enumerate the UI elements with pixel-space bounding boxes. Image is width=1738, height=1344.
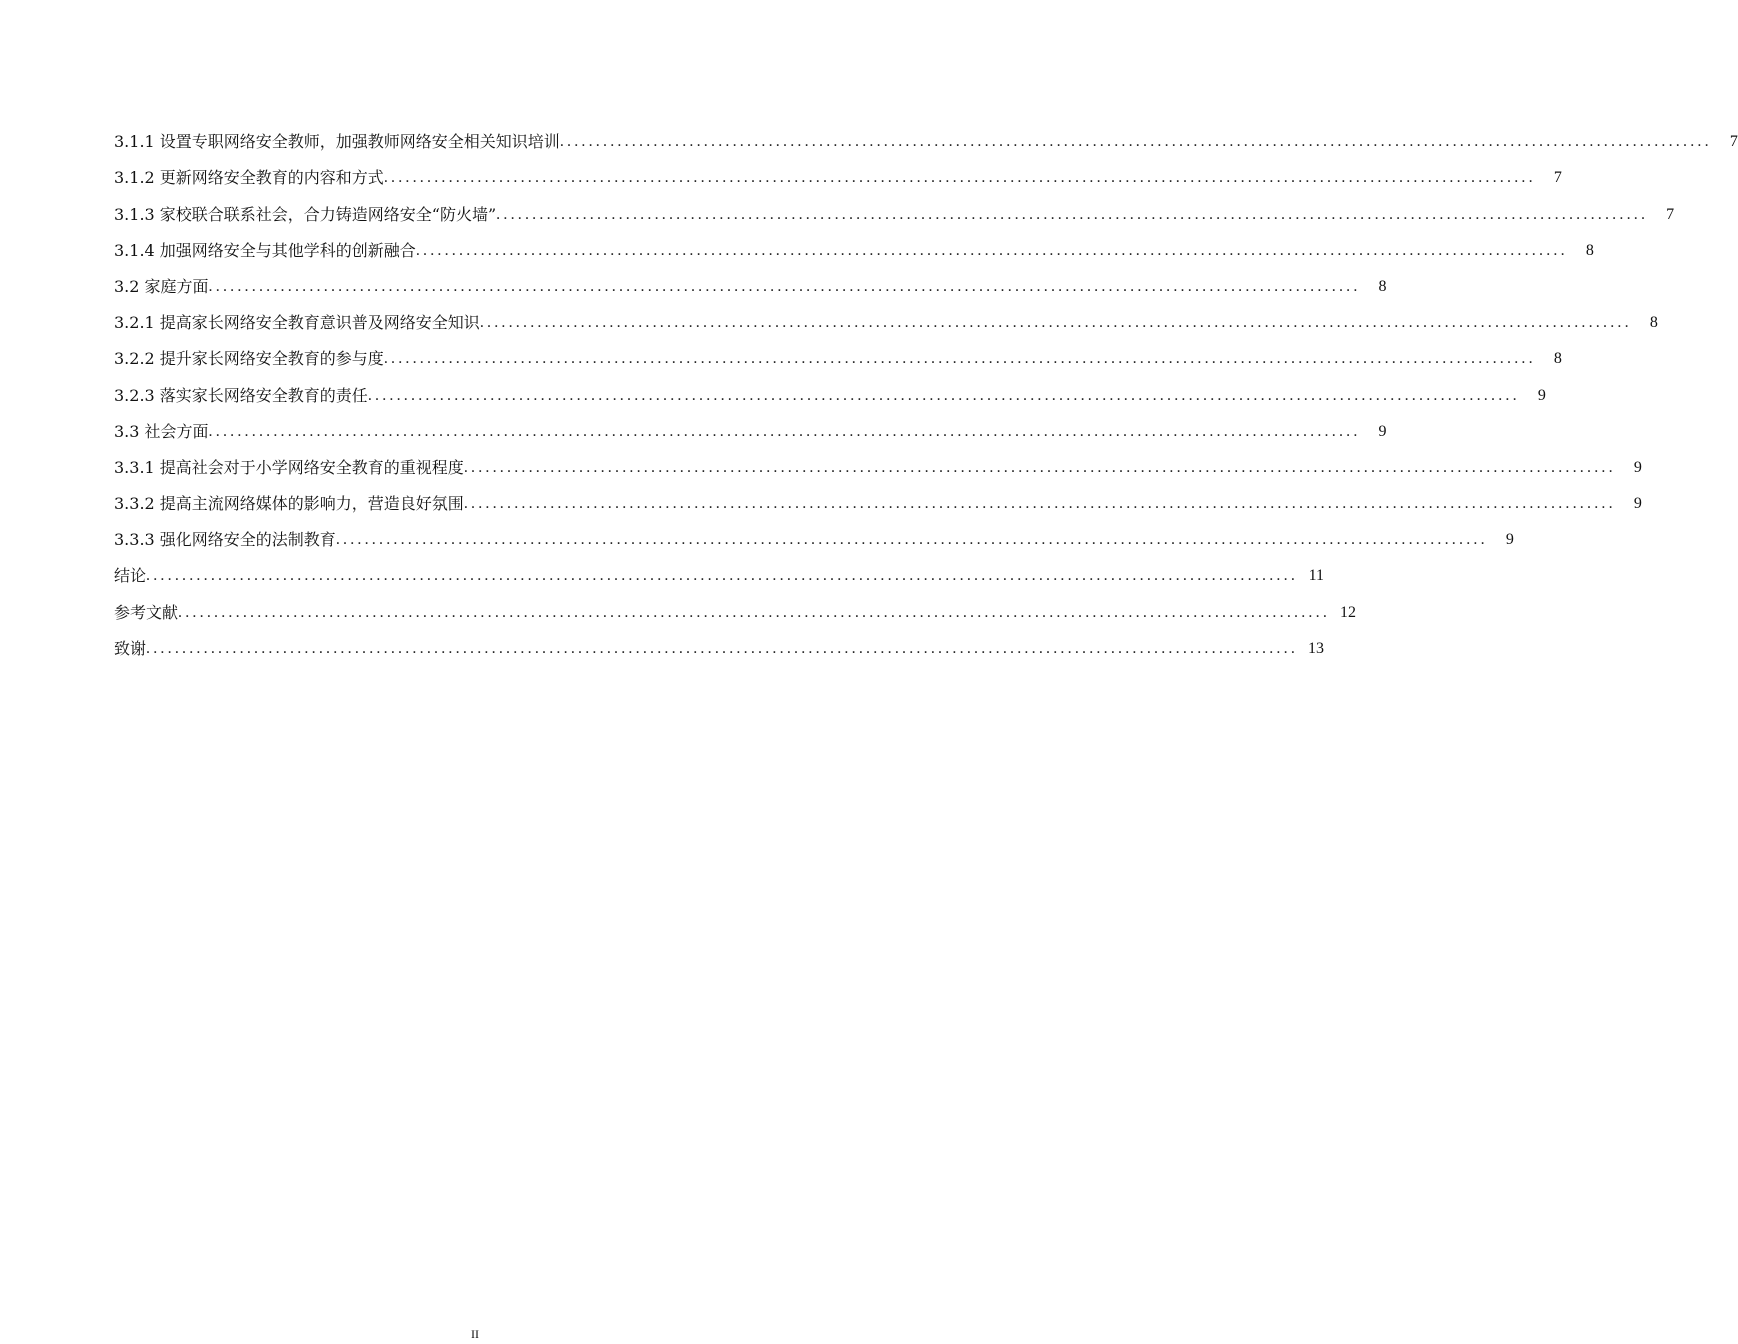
toc-entry-page: 9	[1378, 422, 1387, 440]
toc-entry-title: 3.1.3 家校联合联系社会，合力铸造网络安全“防火墙”	[114, 204, 497, 224]
toc-entry-title: 结论	[114, 566, 147, 586]
toc-entry-page: 9	[1505, 531, 1514, 549]
dot-leader: ................................................................................................................................................................	[208, 422, 1361, 440]
toc-entry[interactable]	[114, 406, 1387, 442]
toc-entry-page: 8	[1378, 277, 1387, 295]
dot-leader: ................................................................................................................................................................	[496, 205, 1649, 223]
dot-leader: ................................................................................................................................................................	[463, 458, 1616, 476]
dot-leader: ................................................................................................................................................................	[559, 133, 1712, 151]
toc-entry[interactable]	[114, 261, 1387, 297]
toc-entry-title: 3.2.1 提高家长网络安全教育意识普及网络安全知识	[114, 313, 480, 333]
toc-entry-title: 参考文献	[114, 602, 179, 622]
toc-entry[interactable]	[114, 550, 1325, 586]
dot-leader: ................................................................................................................................................................	[146, 639, 1299, 657]
dot-leader: ................................................................................................................................................................	[383, 169, 1536, 187]
toc-entry[interactable]	[114, 225, 1594, 261]
toc-entry-title: 3.1.1 设置专职网络安全教师，加强教师网络安全相关知识培训	[114, 132, 560, 152]
toc-entry[interactable]	[114, 442, 1642, 478]
dot-leader: ................................................................................................................................................................	[463, 495, 1616, 513]
toc-entry[interactable]	[114, 369, 1546, 405]
toc-entry[interactable]	[114, 152, 1562, 188]
toc-entry-page: 7	[1729, 133, 1738, 151]
toc-entry-title: 3.3.1 提高社会对于小学网络安全教育的重视程度	[114, 457, 464, 477]
toc-entry-page: 7	[1553, 169, 1562, 187]
dot-leader: ................................................................................................................................................................	[178, 603, 1331, 621]
toc-entry-title: 3.2.3 落实家长网络安全教育的责任	[114, 385, 368, 405]
toc-entry[interactable]	[114, 514, 1514, 550]
toc-entry-title: 3.3 社会方面	[114, 421, 209, 441]
dot-leader: ................................................................................................................................................................	[415, 241, 1568, 259]
toc-entry[interactable]	[114, 623, 1325, 659]
dot-leader: ................................................................................................................................................................	[367, 386, 1520, 404]
dot-leader: ................................................................................................................................................................	[208, 277, 1361, 295]
toc-entry-title: 3.3.3 强化网络安全的法制教育	[114, 530, 336, 550]
dot-leader: ................................................................................................................................................................	[335, 531, 1488, 549]
toc-entry-title: 致谢	[114, 638, 147, 658]
toc-entry-page: 13	[1308, 639, 1325, 657]
dot-leader: ................................................................................................................................................................	[383, 350, 1536, 368]
toc-entry-page: 12	[1340, 603, 1357, 621]
toc-entry[interactable]	[114, 586, 1357, 622]
toc-entry[interactable]	[114, 116, 1738, 152]
toc-entry-page: 9	[1537, 386, 1546, 404]
toc-entry-title: 3.2 家庭方面	[114, 276, 209, 296]
toc-entry-page: 9	[1633, 458, 1642, 476]
toc-entry-page: 11	[1308, 567, 1325, 585]
table-of-contents	[114, 116, 1738, 659]
toc-entry[interactable]	[114, 188, 1675, 224]
toc-entry[interactable]	[114, 333, 1562, 369]
page-number-footer: II	[471, 1327, 479, 1341]
toc-entry[interactable]	[114, 478, 1642, 514]
toc-entry[interactable]	[114, 297, 1658, 333]
toc-entry-page: 8	[1553, 350, 1562, 368]
toc-entry-title: 3.3.2 提高主流网络媒体的影响力，营造良好氛围	[114, 494, 464, 514]
toc-entry-title: 3.1.2 更新网络安全教育的内容和方式	[114, 168, 384, 188]
dot-leader: ................................................................................................................................................................	[479, 314, 1632, 332]
toc-entry-page: 9	[1633, 495, 1642, 513]
toc-entry-page: 8	[1649, 314, 1658, 332]
toc-entry-title: 3.1.4 加强网络安全与其他学科的创新融合	[114, 240, 416, 260]
dot-leader: ................................................................................................................................................................	[146, 567, 1299, 585]
toc-entry-title: 3.2.2 提升家长网络安全教育的参与度	[114, 349, 384, 369]
toc-entry-page: 7	[1666, 205, 1675, 223]
toc-entry-page: 8	[1585, 241, 1594, 259]
